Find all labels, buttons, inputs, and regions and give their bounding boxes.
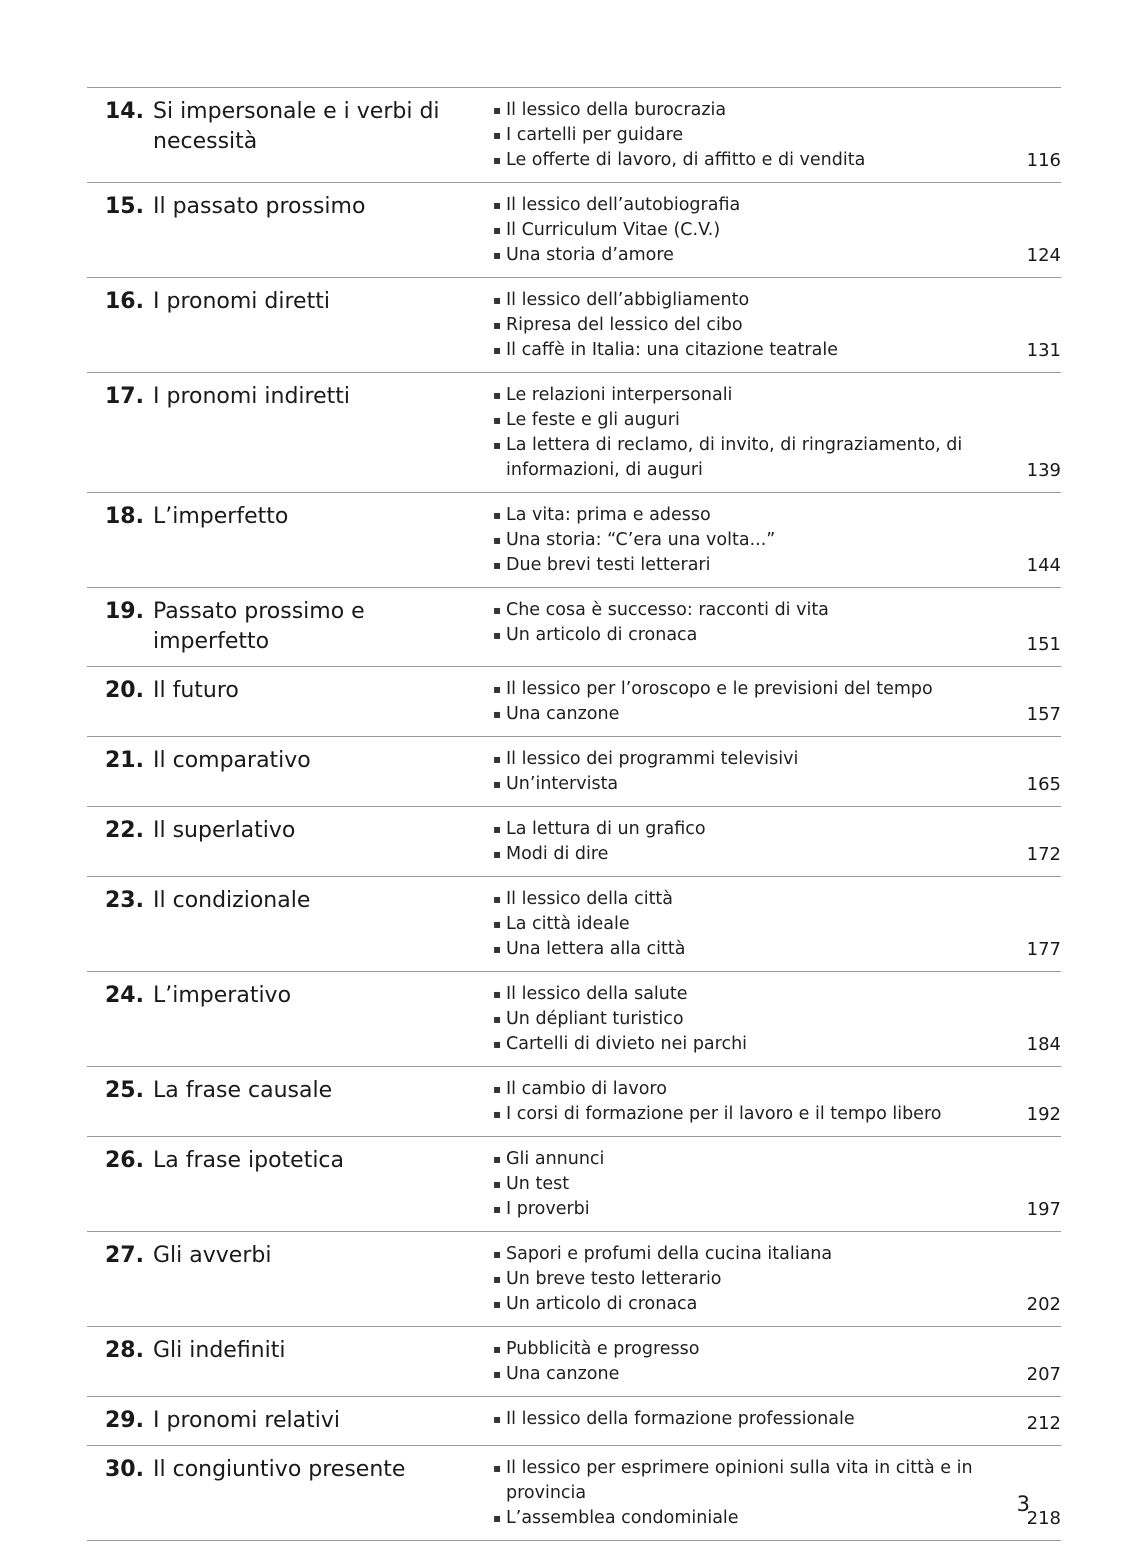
topic-text: Una lettera alla città xyxy=(506,939,686,959)
topic-item xyxy=(493,1077,1001,1102)
topic-item xyxy=(493,887,1001,912)
topic-list xyxy=(493,746,1001,797)
topic-item xyxy=(493,123,1001,148)
page-number: 3 xyxy=(1016,1492,1030,1516)
topic-list xyxy=(493,1406,1001,1436)
chapter-heading xyxy=(87,1406,493,1436)
topic-text: Il lessico della salute xyxy=(506,984,688,1004)
bullet-icon: ▪ xyxy=(493,987,502,1001)
topic-text: Il lessico per esprimere opinioni sulla vita in città e in provincia xyxy=(506,1458,973,1503)
chapter-number: 14. xyxy=(105,99,144,124)
page-ref-cell xyxy=(1001,597,1061,657)
topic-list xyxy=(493,981,1001,1057)
chapter-heading xyxy=(87,192,493,268)
bullet-icon: ▪ xyxy=(493,153,502,167)
topic-item xyxy=(493,433,1001,483)
topic-text: Il lessico della formazione professionale xyxy=(506,1409,855,1429)
page-reference: 172 xyxy=(1026,844,1061,865)
bullet-icon: ▪ xyxy=(493,1082,502,1096)
topic-text: Il cambio di lavoro xyxy=(506,1079,667,1099)
topic-text: Un articolo di cronaca xyxy=(506,1294,698,1314)
chapter-number: 18. xyxy=(105,504,144,529)
bullet-icon: ▪ xyxy=(493,682,502,696)
topic-list xyxy=(493,97,1001,173)
chapter-heading xyxy=(87,97,493,173)
toc-entry xyxy=(87,1397,1061,1446)
topic-item xyxy=(493,1292,1001,1317)
topic-list xyxy=(493,382,1001,483)
bullet-icon: ▪ xyxy=(493,707,502,721)
topic-list xyxy=(493,1336,1001,1387)
topic-text: Il lessico dei programmi televisivi xyxy=(506,749,799,769)
topic-text: Gli annunci xyxy=(506,1149,605,1169)
bullet-icon: ▪ xyxy=(493,103,502,117)
bullet-icon: ▪ xyxy=(493,318,502,332)
toc-entry xyxy=(87,88,1061,183)
topic-item xyxy=(493,1007,1001,1032)
topic-list xyxy=(493,1241,1001,1317)
topic-text: Sapori e profumi della cucina italiana xyxy=(506,1244,833,1264)
bullet-icon: ▪ xyxy=(493,1367,502,1381)
page-reference: 139 xyxy=(1026,460,1061,481)
topic-text: Una canzone xyxy=(506,704,620,724)
topic-item xyxy=(493,1197,1001,1222)
topic-item xyxy=(493,553,1001,578)
toc-entry xyxy=(87,493,1061,588)
topic-item xyxy=(493,98,1001,123)
chapter-title: L’imperfetto xyxy=(153,504,289,529)
page-reference: 207 xyxy=(1026,1364,1061,1385)
bullet-icon: ▪ xyxy=(493,917,502,931)
topic-item xyxy=(493,243,1001,268)
page-reference: 157 xyxy=(1026,704,1061,725)
page-ref-cell xyxy=(1001,1241,1061,1317)
bullet-icon: ▪ xyxy=(493,343,502,357)
topic-list xyxy=(493,1455,1001,1531)
page-reference: 124 xyxy=(1026,245,1061,266)
topic-text: I cartelli per guidare xyxy=(506,125,684,145)
bullet-icon: ▪ xyxy=(493,388,502,402)
topic-item xyxy=(493,1242,1001,1267)
bullet-icon: ▪ xyxy=(493,1107,502,1121)
chapter-number: 23. xyxy=(105,888,144,913)
chapter-heading xyxy=(87,287,493,363)
chapter-heading xyxy=(87,1076,493,1127)
toc-entry xyxy=(87,588,1061,667)
chapter-number: 27. xyxy=(105,1243,144,1268)
bullet-icon: ▪ xyxy=(493,438,502,452)
bullet-icon: ▪ xyxy=(493,1412,502,1426)
chapter-number: 15. xyxy=(105,194,144,219)
bullet-icon: ▪ xyxy=(493,293,502,307)
page-ref-cell xyxy=(1001,1406,1061,1436)
bullet-icon: ▪ xyxy=(493,1461,502,1475)
bullet-icon: ▪ xyxy=(493,248,502,262)
bullet-icon: ▪ xyxy=(493,942,502,956)
chapter-heading xyxy=(87,886,493,962)
page-reference: 218 xyxy=(1026,1508,1061,1529)
chapter-heading xyxy=(87,1146,493,1222)
page-ref-cell xyxy=(1001,676,1061,727)
page-reference: 192 xyxy=(1026,1104,1061,1125)
topic-text: Il caffè in Italia: una citazione teatrale xyxy=(506,340,838,360)
page-reference: 131 xyxy=(1026,340,1061,361)
topic-text: La lettura di un grafico xyxy=(506,819,706,839)
page-reference: 184 xyxy=(1026,1034,1061,1055)
chapter-heading xyxy=(87,502,493,578)
topic-text: Le relazioni interpersonali xyxy=(506,385,733,405)
topic-item xyxy=(493,1362,1001,1387)
topic-item xyxy=(493,338,1001,363)
chapter-number: 28. xyxy=(105,1338,144,1363)
toc-entry xyxy=(87,1446,1061,1541)
chapter-heading xyxy=(87,816,493,867)
chapter-title: Il superlativo xyxy=(153,818,296,843)
topic-text: Una storia d’amore xyxy=(506,245,674,265)
topic-item xyxy=(493,702,1001,727)
chapter-number: 22. xyxy=(105,818,144,843)
chapter-title: Gli indefiniti xyxy=(153,1338,286,1363)
topic-list xyxy=(493,597,1001,657)
page-ref-cell xyxy=(1001,981,1061,1057)
bullet-icon: ▪ xyxy=(493,752,502,766)
chapter-title: Il comparativo xyxy=(153,748,311,773)
toc-entry xyxy=(87,1137,1061,1232)
bullet-icon: ▪ xyxy=(493,413,502,427)
chapter-title: Il congiuntivo presente xyxy=(153,1457,406,1482)
page-ref-cell xyxy=(1001,1336,1061,1387)
chapter-title: La frase ipotetica xyxy=(153,1148,345,1173)
toc-entry xyxy=(87,807,1061,877)
topic-list xyxy=(493,1076,1001,1127)
topic-text: Che cosa è successo: racconti di vita xyxy=(506,600,829,620)
page-ref-cell xyxy=(1001,886,1061,962)
page-reference: 151 xyxy=(1026,634,1061,655)
page-ref-cell xyxy=(1001,192,1061,268)
topic-item xyxy=(493,1407,1001,1432)
page-ref-cell xyxy=(1001,816,1061,867)
topic-item xyxy=(493,1032,1001,1057)
bullet-icon: ▪ xyxy=(493,1152,502,1166)
chapter-title: Passato prossimo e imperfetto xyxy=(153,599,365,654)
toc-entry xyxy=(87,1327,1061,1397)
chapter-title: I pronomi indiretti xyxy=(153,384,351,409)
topic-text: La città ideale xyxy=(506,914,630,934)
topic-text: Il lessico della burocrazia xyxy=(506,100,727,120)
topic-item xyxy=(493,408,1001,433)
chapter-number: 19. xyxy=(105,599,144,624)
topic-text: Due brevi testi letterari xyxy=(506,555,711,575)
topic-item xyxy=(493,772,1001,797)
bullet-icon: ▪ xyxy=(493,223,502,237)
bullet-icon: ▪ xyxy=(493,1177,502,1191)
topic-text: Il lessico della città xyxy=(506,889,674,909)
topic-text: Il lessico dell’autobiografia xyxy=(506,195,741,215)
chapter-heading xyxy=(87,676,493,727)
chapter-number: 24. xyxy=(105,983,144,1008)
topic-text: Le offerte di lavoro, di affitto e di vendita xyxy=(506,150,866,170)
topic-item xyxy=(493,528,1001,553)
bullet-icon: ▪ xyxy=(493,1202,502,1216)
topic-text: Modi di dire xyxy=(506,844,609,864)
chapter-heading xyxy=(87,981,493,1057)
bullet-icon: ▪ xyxy=(493,1247,502,1261)
chapter-heading xyxy=(87,746,493,797)
topic-text: I corsi di formazione per il lavoro e il tempo libero xyxy=(506,1104,942,1124)
bullet-icon: ▪ xyxy=(493,892,502,906)
page-reference: 177 xyxy=(1026,939,1061,960)
topic-item xyxy=(493,1147,1001,1172)
topic-text: I proverbi xyxy=(506,1199,590,1219)
page-reference: 212 xyxy=(1026,1413,1061,1434)
topic-text: Pubblicità e progresso xyxy=(506,1339,700,1359)
page-reference: 116 xyxy=(1026,150,1061,171)
chapter-title: L’imperativo xyxy=(153,983,292,1008)
chapter-heading xyxy=(87,382,493,483)
chapter-title: I pronomi relativi xyxy=(153,1408,340,1433)
topic-item xyxy=(493,677,1001,702)
bullet-icon: ▪ xyxy=(493,508,502,522)
topic-list xyxy=(493,192,1001,268)
toc-entry xyxy=(87,1067,1061,1137)
topic-item xyxy=(493,148,1001,173)
topic-item xyxy=(493,288,1001,313)
topic-text: Il lessico per l’oroscopo e le previsioni del tempo xyxy=(506,679,933,699)
chapter-title: Il futuro xyxy=(153,678,239,703)
bullet-icon: ▪ xyxy=(493,603,502,617)
topic-text: Un articolo di cronaca xyxy=(506,625,698,645)
bullet-icon: ▪ xyxy=(493,1342,502,1356)
topic-item xyxy=(493,1456,1001,1506)
topic-text: Ripresa del lessico del cibo xyxy=(506,315,743,335)
topic-item xyxy=(493,313,1001,338)
topic-text: La lettera di reclamo, di invito, di ringraziamento, di informazioni, di auguri xyxy=(506,435,963,480)
chapter-number: 17. xyxy=(105,384,144,409)
topic-item xyxy=(493,1506,1001,1531)
topic-text: Il lessico dell’abbigliamento xyxy=(506,290,750,310)
topic-text: Un dépliant turistico xyxy=(506,1009,684,1029)
topic-list xyxy=(493,1146,1001,1222)
topic-item xyxy=(493,1337,1001,1362)
toc-entry xyxy=(87,183,1061,278)
chapter-heading xyxy=(87,1336,493,1387)
toc-entry xyxy=(87,877,1061,972)
chapter-number: 26. xyxy=(105,1148,144,1173)
chapter-number: 30. xyxy=(105,1457,144,1482)
bullet-icon: ▪ xyxy=(493,198,502,212)
bullet-icon: ▪ xyxy=(493,558,502,572)
bullet-icon: ▪ xyxy=(493,1012,502,1026)
bullet-icon: ▪ xyxy=(493,847,502,861)
bullet-icon: ▪ xyxy=(493,1037,502,1051)
topic-text: Una storia: “C’era una volta...” xyxy=(506,530,776,550)
topic-item xyxy=(493,817,1001,842)
page-ref-cell xyxy=(1001,97,1061,173)
chapter-heading xyxy=(87,1455,493,1531)
toc-entry xyxy=(87,1232,1061,1327)
bullet-icon: ▪ xyxy=(493,1272,502,1286)
page-ref-cell xyxy=(1001,746,1061,797)
bullet-icon: ▪ xyxy=(493,1511,502,1525)
chapter-title: Gli avverbi xyxy=(153,1243,272,1268)
topic-text: Le feste e gli auguri xyxy=(506,410,680,430)
page-reference: 144 xyxy=(1026,555,1061,576)
page-ref-cell xyxy=(1001,382,1061,483)
topic-item xyxy=(493,383,1001,408)
page-ref-cell xyxy=(1001,502,1061,578)
page-ref-cell xyxy=(1001,1146,1061,1222)
topic-item xyxy=(493,193,1001,218)
topic-text: Un test xyxy=(506,1174,570,1194)
page-ref-cell xyxy=(1001,1076,1061,1127)
page-reference: 202 xyxy=(1026,1294,1061,1315)
topic-item xyxy=(493,912,1001,937)
topic-list xyxy=(493,287,1001,363)
topic-list xyxy=(493,676,1001,727)
topic-text: Un breve testo letterario xyxy=(506,1269,722,1289)
topic-text: La vita: prima e adesso xyxy=(506,505,711,525)
topic-item xyxy=(493,1267,1001,1292)
topic-item xyxy=(493,842,1001,867)
topic-item xyxy=(493,503,1001,528)
chapter-number: 21. xyxy=(105,748,144,773)
topic-item xyxy=(493,1102,1001,1127)
topic-item xyxy=(493,747,1001,772)
chapter-heading xyxy=(87,1241,493,1317)
bullet-icon: ▪ xyxy=(493,1297,502,1311)
chapter-title: Il condizionale xyxy=(153,888,311,913)
toc-entry xyxy=(87,278,1061,373)
chapter-title: La frase causale xyxy=(153,1078,333,1103)
page-ref-cell xyxy=(1001,287,1061,363)
bullet-icon: ▪ xyxy=(493,822,502,836)
topic-item xyxy=(493,937,1001,962)
topic-list xyxy=(493,502,1001,578)
toc-entry xyxy=(87,737,1061,807)
topic-list xyxy=(493,816,1001,867)
bullet-icon: ▪ xyxy=(493,533,502,547)
topic-item xyxy=(493,218,1001,243)
chapter-number: 29. xyxy=(105,1408,144,1433)
topic-item xyxy=(493,623,1001,648)
toc-entry xyxy=(87,667,1061,737)
chapter-number: 25. xyxy=(105,1078,144,1103)
topic-text: Una canzone xyxy=(506,1364,620,1384)
table-of-contents xyxy=(87,87,1061,1541)
topic-text: Un’intervista xyxy=(506,774,619,794)
chapter-number: 20. xyxy=(105,678,144,703)
topic-text: Cartelli di divieto nei parchi xyxy=(506,1034,748,1054)
toc-entry xyxy=(87,373,1061,493)
page-reference: 197 xyxy=(1026,1199,1061,1220)
chapter-title: I pronomi diretti xyxy=(153,289,330,314)
page-reference: 165 xyxy=(1026,774,1061,795)
chapter-title: Si impersonale e i verbi di necessità xyxy=(153,99,440,154)
bullet-icon: ▪ xyxy=(493,128,502,142)
topic-text: L’assemblea condominiale xyxy=(506,1508,739,1528)
chapter-title: Il passato prossimo xyxy=(153,194,366,219)
bullet-icon: ▪ xyxy=(493,628,502,642)
topic-item xyxy=(493,1172,1001,1197)
topic-list xyxy=(493,886,1001,962)
chapter-heading xyxy=(87,597,493,657)
toc-entry xyxy=(87,972,1061,1067)
chapter-number: 16. xyxy=(105,289,144,314)
topic-item xyxy=(493,982,1001,1007)
bullet-icon: ▪ xyxy=(493,777,502,791)
topic-text: Il Curriculum Vitae (C.V.) xyxy=(506,220,721,240)
topic-item xyxy=(493,598,1001,623)
